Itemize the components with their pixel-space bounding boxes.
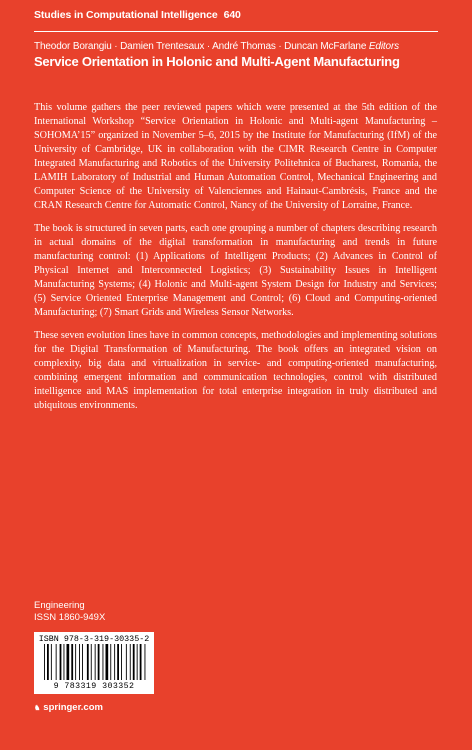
editors-names: Theodor Borangiu · Damien Trentesaux · André Thomas · Duncan McFarlane (34, 41, 367, 52)
barcode-bar (44, 644, 45, 680)
barcode-bar (47, 644, 49, 680)
barcode-bar (60, 644, 62, 680)
series-number: 640 (223, 9, 241, 21)
barcode-bar (67, 644, 70, 680)
barcode-bar (106, 644, 109, 680)
barcode-bar (121, 644, 122, 680)
barcode-bar (130, 644, 131, 680)
springer-horse-icon: ♞ (34, 705, 41, 712)
barcode-bar (140, 644, 142, 680)
barcode-bar (75, 644, 76, 680)
subject-label: Engineering (34, 600, 85, 611)
editors-label: Editors (368, 41, 399, 52)
barcode-bar (145, 644, 146, 680)
publisher (34, 702, 103, 713)
barcode-bar (98, 644, 100, 680)
barcode-bar (117, 644, 119, 680)
barcode-bars (34, 644, 154, 682)
publisher-url: springer.com (43, 702, 103, 713)
barcode-bar (110, 644, 111, 680)
blurb-paragraph-2: The book is structured in seven parts, each one grouping a number of chapters describing research in actual domains of the digital transformation in manufacturing and trends in future manufacturing control: (1) Applications of Intelligent Products; (2) Advances in Control of Physical Internet and Interconnected Logistics; (3) Sustainability Issues in Intelligent Manufacturing Systems; (4) Holonic and Multi-agent System Design for Industry and Services; (5) Service Oriented Enterprise Management and Control; (6) Cloud and Computing-oriented Manufacturing; (7) Smart Grids and Wireless Sensor Networks. (34, 223, 437, 318)
barcode-digits: 9 783319 303352 (53, 682, 135, 691)
barcode-bar (91, 644, 92, 680)
barcode-bar (137, 644, 138, 680)
isbn-barcode (34, 632, 154, 694)
blurb-paragraph-3: These seven evolution lines have in common concepts, methodologies and implementing solutions for the Digital Transformation of Manufacturing. The book offers an integrated vision on complexity, big data and virtualization in service- and computing-oriented manufacturing, combining emergent information and communication technologies, control with distributed intelligence and MAS implementation for total enterprise integration in truly distributed and ubiquitous environments. (34, 330, 437, 411)
footer-meta (34, 600, 105, 624)
barcode-bar (133, 644, 135, 680)
series-name: Studies in Computational Intelligence (34, 9, 218, 21)
editors-line (34, 41, 399, 52)
barcode-bar (95, 644, 96, 680)
barcode-bar (114, 644, 115, 680)
barcode-bar (51, 644, 52, 680)
barcode-bar (64, 644, 65, 680)
barcode-bar (56, 644, 57, 680)
header-divider (34, 31, 438, 32)
isbn-text: ISBN 978-3-319-30335-2 (38, 634, 150, 644)
book-title: Service Orientation in Holonic and Multi-Agent Manufacturing (34, 54, 400, 69)
blurb-paragraph-1: This volume gathers the peer reviewed papers which were presented at the 5th edition of the International Workshop “Service Orientation in Holonic and Multi-agent Manufacturing – SOHOMA’15” organized in November 5–6, 2015 by the Institute for Manufacturing (IfM) of the University of Cambridge, UK in collaboration with the CIMR Research Centre in Computer Integrated Manufacturing and Robotics of the University Politehnica of Bucharest, Romania, the LAMIH Laboratory of Industrial and Human Automation Control, Mechanical Engineering and Computer Science of the University of Valenciennes and Hainaut-Cambrésis, France and the CRAN Research Centre for Automatic Control, Nancy of the University of Lorraine, France. (34, 102, 437, 211)
barcode-bar (71, 644, 73, 680)
barcode-bar (79, 644, 80, 680)
barcode-bar (126, 644, 127, 680)
series-header (34, 9, 241, 21)
barcode-bar (87, 644, 89, 680)
barcode-bar (82, 644, 83, 680)
barcode-bar (103, 644, 104, 680)
blurb (34, 101, 437, 422)
issn: ISSN 1860-949X (34, 612, 106, 623)
